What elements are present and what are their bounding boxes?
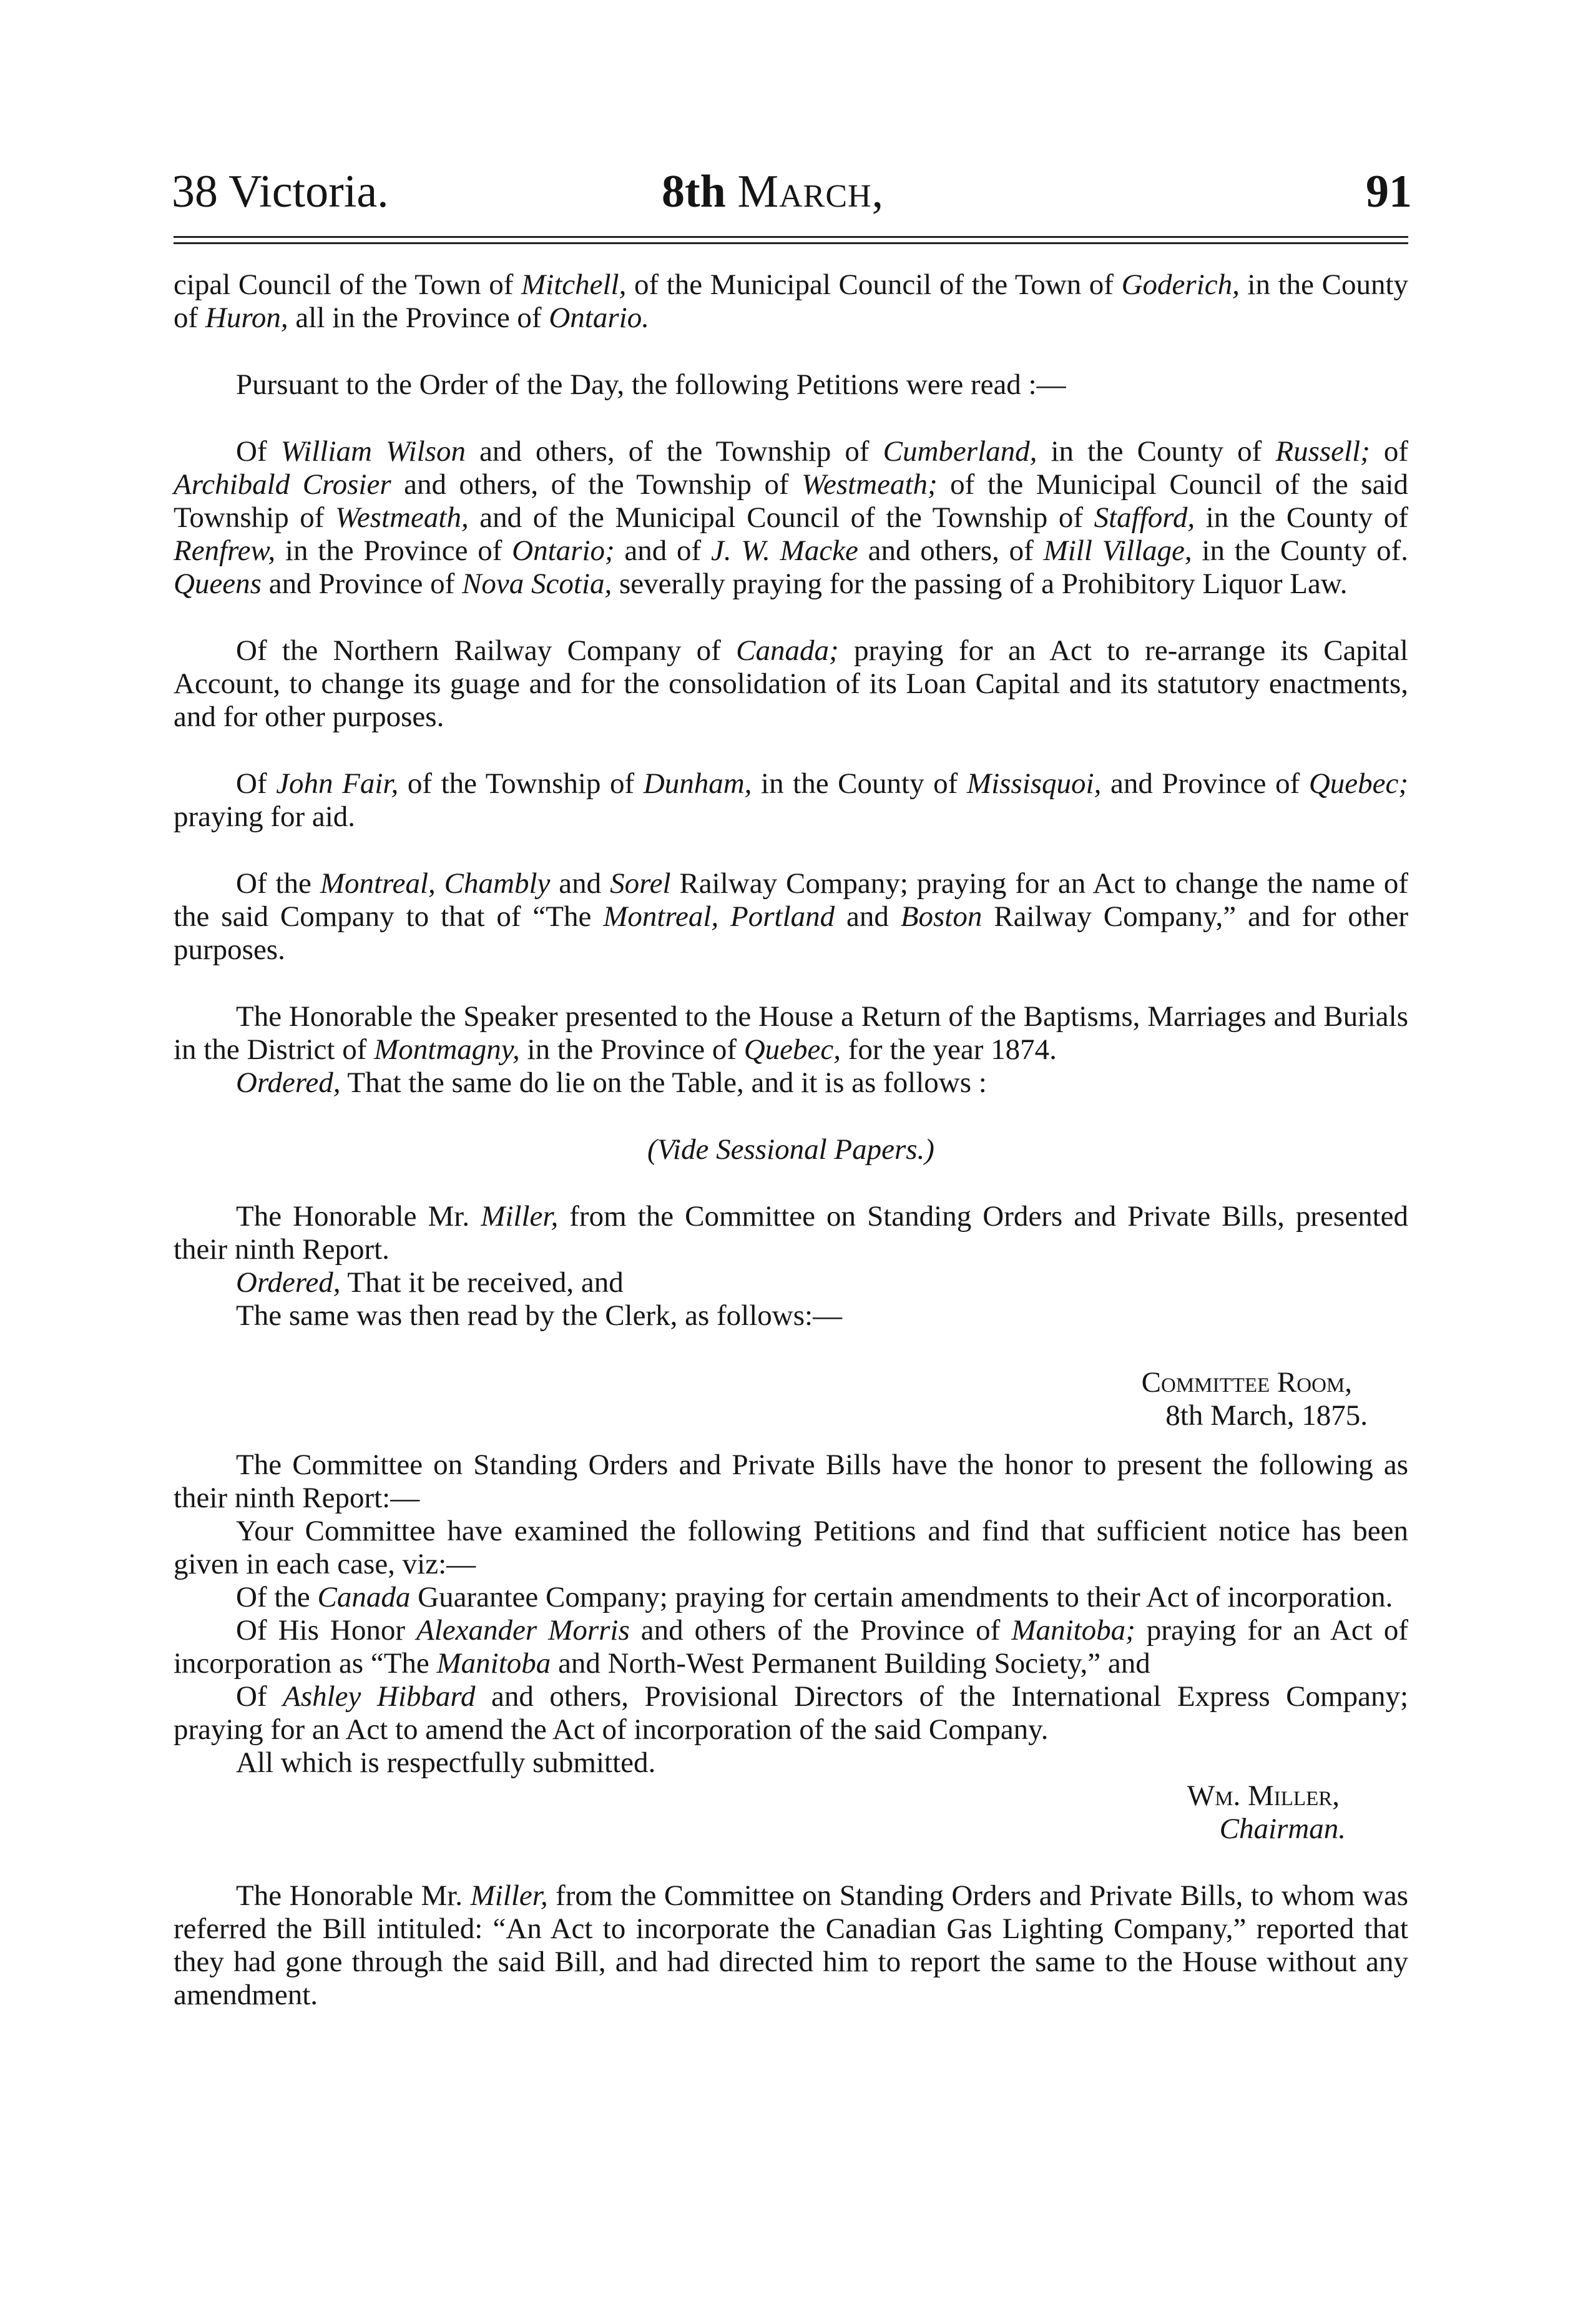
header-day: 8th	[662, 166, 726, 217]
running-header-left: 38 Victoria.	[172, 166, 389, 217]
paragraph-speaker-return: The Honorable the Speaker presented to the House a Return of the Baptisms, Marriages and Burials in the District of Montmagny, in the Province of Quebec, for the year 1874.	[174, 1000, 1408, 1066]
paragraph-committee-examined: Your Committee have examined the following Petitions and find that sufficient notice has been given in each case, viz:—	[174, 1515, 1408, 1580]
paragraph-ordered-table: Ordered, That the same do lie on the Table, and it is as follows :	[236, 1066, 987, 1099]
paragraph-petition-liquor-law: Of William Wilson and others, of the Township of Cumberland, in the County of Russell; of Archibald Crosier and others, of the Township of Westmeath; of the Municipal Council of the said Township of Westmeath, and of the Municipal Council of the Township of Stafford, in the County of Renfrew, in the Province of Ontario; and of J. W. Macke and others, of Mill Village, in the County of. Queens and Province of Nova Scotia, severally praying for the passing of a Prohibitory Liquor Law.	[174, 435, 1409, 600]
header-month: March,	[737, 166, 885, 217]
committee-room-heading: Committee Room,	[1141, 1366, 1352, 1399]
signature-title: Chairman.	[1219, 1813, 1346, 1845]
paragraph-international-express: Of Ashley Hibbard and others, Provisional Directors of the International Express Company; praying for an Act to amend the Act of incorporation of the said Company.	[174, 1680, 1409, 1746]
paragraph-miller-report: The Honorable Mr. Miller, from the Committee on Standing Orders and Private Bills, presented their ninth Report.	[174, 1200, 1408, 1266]
page-body	[174, 268, 1408, 2012]
page-number: 91	[1366, 166, 1412, 217]
signature-name: Wm. Miller,	[1187, 1780, 1340, 1812]
paragraph-manitoba-building-society: Of His Honor Alexander Morris and others of the Province of Manitoba; praying for an Act of incorporation as “The Manitoba and North-West Permanent Building Society,” and	[174, 1614, 1408, 1680]
paragraph-read-by-clerk: The same was then read by the Clerk, as follows:—	[236, 1299, 843, 1332]
paragraph-committee-intro: The Committee on Standing Orders and Private Bills have the honor to present the following as their ninth Report:—	[174, 1449, 1408, 1514]
header-rule-top	[174, 236, 1408, 238]
paragraph-canada-guarantee: Of the Canada Guarantee Company; praying for certain amendments to their Act of incorporation.	[236, 1581, 1393, 1613]
paragraph-order-of-day: Pursuant to the Order of the Day, the following Petitions were read :—	[236, 368, 1066, 401]
paragraph-gas-lighting-bill: The Honorable Mr. Miller, from the Committee on Standing Orders and Private Bills, to whom was referred the Bill intituled: “An Act to incorporate the Canadian Gas Lighting Company,” reported that they had gone through the said Bill, and had directed him to report the same to the House without any amendment.	[174, 1879, 1409, 2011]
paragraph-petition-montreal-railway: Of the Montreal, Chambly and Sorel Railway Company; praying for an Act to change the name of the said Company to that of “The Montreal, Portland and Boston Railway Company,” and for other purposes.	[174, 867, 1408, 966]
paragraph-petition-john-fair: Of John Fair, of the Township of Dunham, in the County of Missisquoi, and Province of Quebec; praying for aid.	[174, 767, 1409, 833]
vide-sessional-papers: (Vide Sessional Papers.)	[647, 1133, 934, 1166]
running-header-date	[662, 166, 885, 217]
paragraph-ordered-received: Ordered, That it be received, and	[236, 1266, 624, 1299]
header-rule-bottom	[174, 242, 1408, 244]
committee-date: 8th March, 1875.	[1165, 1399, 1368, 1432]
paragraph-petition-northern-railway: Of the Northern Railway Company of Canada; praying for an Act to re-arrange its Capital Account, to change its guage and for the consolidation of its Loan Capital and its statutory enactments, and for other purposes.	[174, 634, 1408, 733]
paragraph-submitted: All which is respectfully submitted.	[236, 1746, 656, 1779]
paragraph-continuation: cipal Council of the Town of Mitchell, of the Municipal Council of the Town of Goderich, in the County of Huron, all in the Province of Ontario.	[174, 268, 1409, 334]
